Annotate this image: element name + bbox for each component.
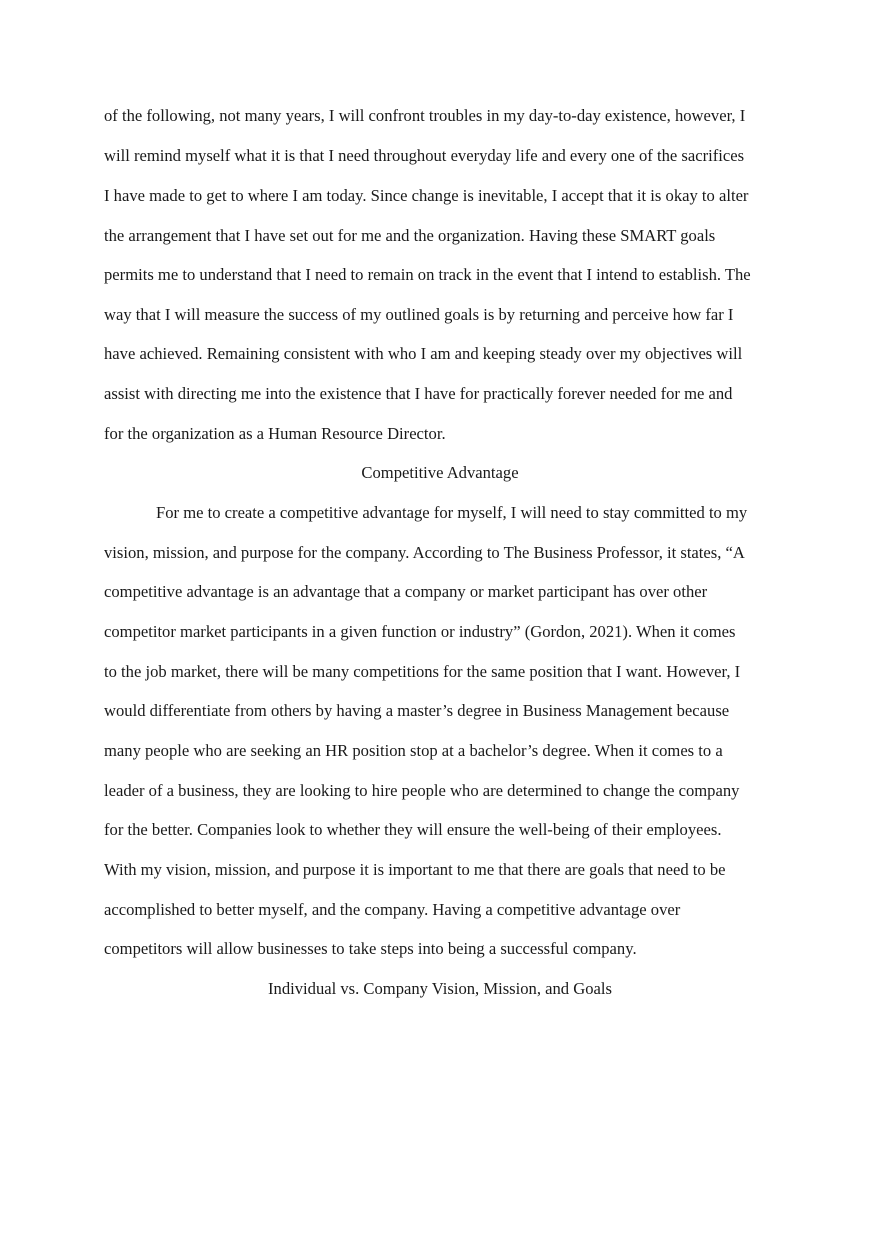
paragraph-line: have achieved. Remaining consistent with who I am and keeping steady over my objectives will (104, 344, 743, 363)
paragraph-line: for the better. Companies look to whether they will ensure the well-being of their employees. (104, 820, 722, 839)
paragraph-line: vision, mission, and purpose for the company. According to The Business Professor, it states, “A (104, 543, 745, 562)
paragraph-line: permits me to understand that I need to remain on track in the event that I intend to establish. The (104, 265, 751, 284)
paragraph-line: competitive advantage is an advantage that a company or market participant has over other (104, 582, 708, 601)
paragraph-line: would differentiate from others by having a master’s degree in Business Management because (104, 701, 730, 720)
paragraph-line: many people who are seeking an HR position stop at a bachelor’s degree. When it comes to a (104, 741, 723, 760)
paragraph-line: competitors will allow businesses to take steps into being a successful company. (104, 939, 637, 958)
paragraph-line: With my vision, mission, and purpose it is important to me that there are goals that need to be (104, 860, 726, 879)
paragraph-line: For me to create a competitive advantage for myself, I will need to stay committed to my (156, 503, 748, 522)
paragraph-line: leader of a business, they are looking to hire people who are determined to change the company (104, 781, 740, 800)
paragraph-line: of the following, not many years, I will confront troubles in my day-to-day existence, however, I (104, 106, 746, 125)
paragraph-line: assist with directing me into the existence that I have for practically forever needed for me and (104, 384, 733, 403)
paragraph-line: for the organization as a Human Resource Director. (104, 424, 446, 443)
section-heading-competitive-advantage: Competitive Advantage (361, 463, 519, 482)
paragraph-line: competitor market participants in a given function or industry” (Gordon, 2021). When it comes (104, 622, 736, 641)
paragraph-line: I have made to get to where I am today. Since change is inevitable, I accept that it is okay to alter (104, 186, 749, 205)
paragraph-line: the arrangement that I have set out for me and the organization. Having these SMART goals (104, 226, 716, 245)
paragraph-line: to the job market, there will be many competitions for the same position that I want. However, I (104, 662, 741, 681)
paragraph-line: will remind myself what it is that I need throughout everyday life and every one of the sacrifices (104, 146, 745, 165)
paragraph-line: way that I will measure the success of my outlined goals is by returning and perceive how far I (104, 305, 734, 324)
section-heading-vision-mission-goals: Individual vs. Company Vision, Mission, and Goals (268, 979, 612, 998)
paragraph-line: accomplished to better myself, and the company. Having a competitive advantage over (104, 900, 681, 919)
